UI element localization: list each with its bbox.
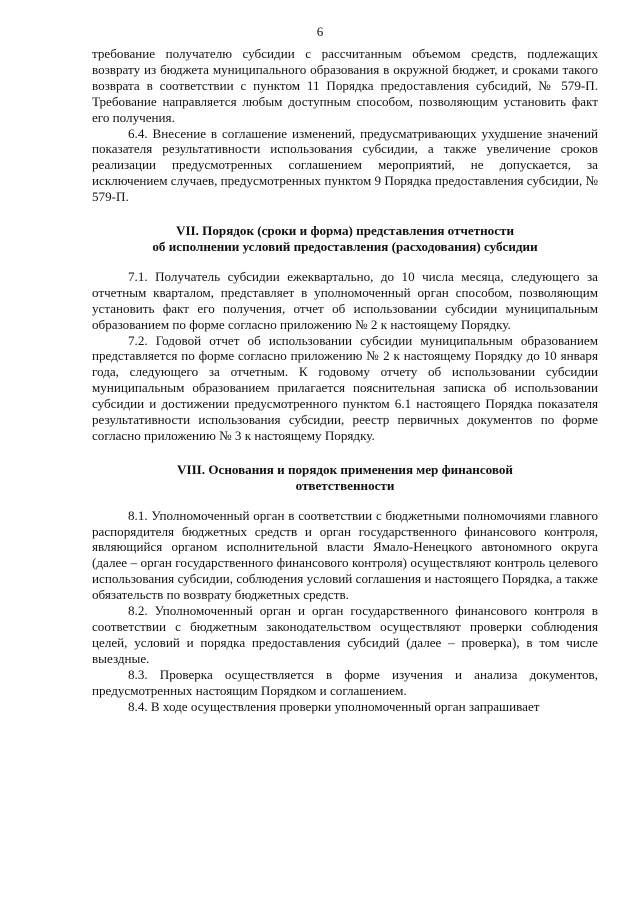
paragraph-8-2: 8.2. Уполномоченный орган и орган государственного финансового контроля в соответствии с бюджетным законодательством осуществляют проверки соблюдения целей, условий и порядка предоставления субсидий (далее – проверка), в том числе выездные. — [92, 603, 598, 666]
paragraph-7-2: 7.2. Годовой отчет об использовании субсидии муниципальным образованием представляется по форме согласно приложению № 2 к настоящему Порядку до 10 января года, следующего за отчетным. К годовому отчету об использовании субсидии муниципальным образованием прилагается пояснительная записка об использовании субсидии и достижении предусмотренного пунктом 6.1 настоящего Порядка показателя результативности использования субсидии, реестр первичных документов по форме согласно приложению № 3 к настоящему Порядку. — [92, 332, 598, 443]
section-heading-8-line2: ответственности — [295, 477, 395, 493]
document-body — [92, 46, 598, 714]
paragraph-8-3: 8.3. Проверка осуществляется в форме изучения и анализа документов, предусмотренных настоящим Порядком и соглашением. — [92, 666, 598, 698]
spacer — [92, 444, 598, 462]
section-heading-8-line1: VIII. Основания и порядок применения мер финансовой — [177, 461, 513, 477]
section-heading-7 — [92, 223, 598, 255]
section-heading-7-line1: VII. Порядок (сроки и форма) представления отчетности — [175, 223, 514, 239]
paragraph-8-1: 8.1. Уполномоченный орган в соответствии с бюджетными полномочиями главного распорядителя бюджетных средств и орган государственного финансового контроля, являющийся органом исполнительной власти Ямало-Ненецкого автономного округа (далее – орган государственного финансового контроля) осуществляют контроль целевого использования субсидии, соблюдения условий соглашения и настоящего Порядка, а также обязательств по возврату бюджетных средств. — [92, 507, 598, 603]
section-heading-8 — [92, 462, 598, 494]
paragraph-continuation: требование получателю субсидии с рассчитанным объемом средств, подлежащих возврату из бюджета муниципального образования в окружной бюджет, и сроками такого возврата в соответствии с пунктом 11 Порядка предоставления субсидий, № 579-П. Требование направляется любым доступным способом, позволяющим установить факт его получения. — [92, 46, 598, 125]
paragraph-6-4: 6.4. Внесение в соглашение изменений, предусматривающих ухудшение значений показателя результативности использования субсидии, а также увеличение сроков реализации предусмотренных соглашением мероприятий, не допускается, за исключением случаев, предусмотренных пунктом 9 Порядка предоставления субсидии, № 579-П. — [92, 125, 598, 205]
page-number: 6 — [316, 24, 324, 39]
paragraph-8-4: 8.4. В ходе осуществления проверки уполномоченный орган запрашивает — [128, 698, 540, 714]
spacer — [92, 205, 598, 223]
spacer — [92, 255, 598, 269]
section-heading-7-line2: об исполнении условий предоставления (расходования) субсидии — [152, 238, 538, 254]
spacer — [92, 494, 598, 508]
paragraph-7-1: 7.1. Получатель субсидии ежеквартально, до 10 числа месяца, следующего за отчетным кварталом, представляет в уполномоченный орган способом, позволяющим установить факт его получения, отчет об использовании субсидии муниципальным образованием по форме согласно приложению № 2 к настоящему Порядку. — [92, 268, 598, 332]
